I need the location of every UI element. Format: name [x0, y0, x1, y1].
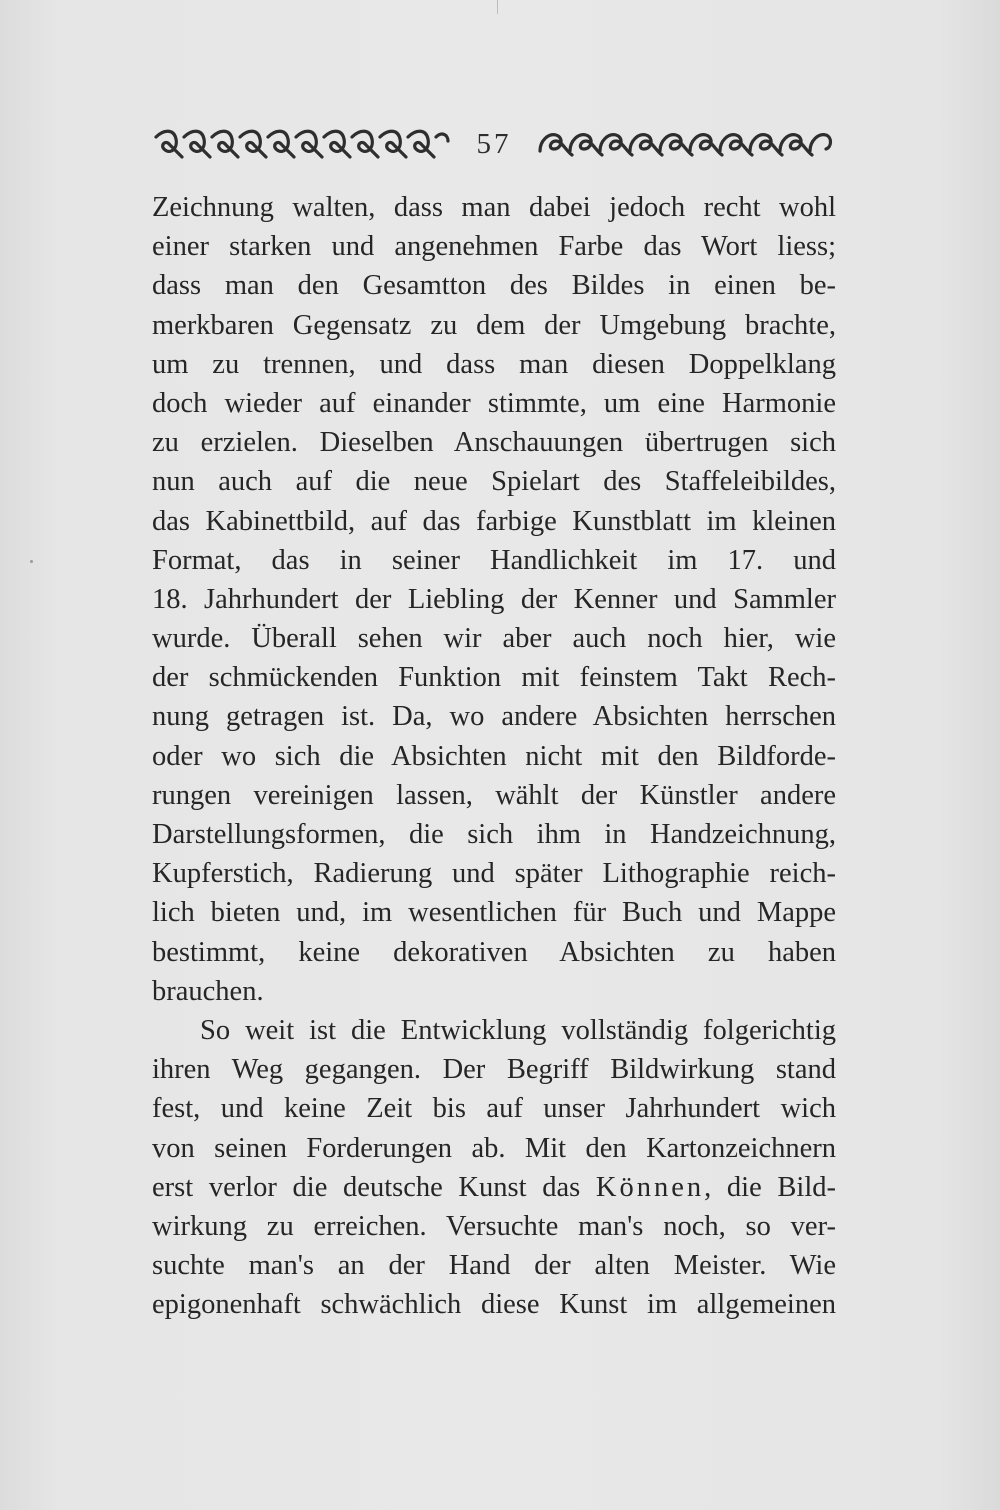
text-line: epigonenhaft schwächlich diese Kunst im allgemeinen [152, 1289, 836, 1321]
text-line: ihren Weg gegangen. Der Begriff Bildwirkung stand [152, 1054, 836, 1086]
text-line-paragraph-start: So weit ist die Entwicklung vollständig folgerichtig [200, 1014, 836, 1046]
text-line: fest, und keine Zeit bis auf unser Jahrhundert wich [152, 1093, 836, 1125]
text-line: Darstellungsformen, die sich ihm in Handzeichnung, [152, 819, 836, 850]
text-line: bestimmt, keine dekorativen Absichten zu haben [152, 936, 836, 968]
body-text [152, 188, 836, 1324]
text-line: Zeichnung walten, dass man dabei jedoch recht wohl [152, 192, 836, 223]
text-line: das Kabinettbild, auf das farbige Kunstblatt im kleinen [152, 505, 836, 537]
text-run: erst verlor die deutsche Kunst das [152, 1171, 596, 1203]
text-line: doch wieder auf einander stimmte, um eine Harmonie [152, 387, 836, 419]
text-line: oder wo sich die Absichten nicht mit den Bildforde- [152, 740, 836, 772]
text-line: der schmückenden Funktion mit feinstem Takt Rech- [152, 662, 836, 694]
text-line: Format, das in seiner Handlichkeit im 17. und [152, 544, 836, 576]
page-number: 57 [476, 127, 512, 160]
wave-ornament-left-icon [152, 127, 452, 161]
text-line: dass man den Gesamtton des Bildes in einen be- [152, 270, 836, 302]
text-line: um zu trennen, und dass man diesen Doppelklang [152, 348, 836, 380]
wave-ornament-right-icon [536, 127, 836, 161]
text-line: einer starken und angenehmen Farbe das Wort liess; [152, 231, 836, 263]
text-line: merkbaren Gegensatz zu dem der Umgebung brachte, [152, 309, 836, 341]
text-line: wirkung zu erreichen. Versuchte man's noch, so ver- [152, 1210, 836, 1242]
text-line: lich bieten und, im wesentlichen für Buch und Mappe [152, 897, 836, 929]
text-line: Kupferstich, Radierung und später Lithographie reich- [152, 858, 836, 890]
text-line: 18. Jahrhundert der Liebling der Kenner und Sammler [152, 583, 836, 615]
text-line: brauchen. [152, 975, 264, 1007]
margin-speck [30, 560, 33, 563]
text-line: suchte man's an der Hand der alten Meister. Wie [152, 1250, 836, 1282]
text-line: zu erzielen. Dieselben Anschauungen übertrugen sich [152, 427, 836, 459]
text-line: nun auch auf die neue Spielart des Staffeleibildes, [152, 466, 836, 498]
page-edge-mark [497, 0, 498, 14]
text-line: von seinen Forderungen ab. Mit den Kartonzeichnern [152, 1132, 836, 1164]
text-line: rungen vereinigen lassen, wählt der Künstler andere [152, 779, 836, 811]
text-run: , die Bild- [704, 1171, 836, 1203]
emphasized-word: Können [595, 1171, 705, 1203]
text-line-mixed [152, 1168, 836, 1207]
text-line: nung getragen ist. Da, wo andere Absichten herrschen [152, 701, 836, 733]
running-header [152, 122, 836, 166]
text-line: wurde. Überall sehen wir aber auch noch hier, wie [152, 623, 836, 655]
